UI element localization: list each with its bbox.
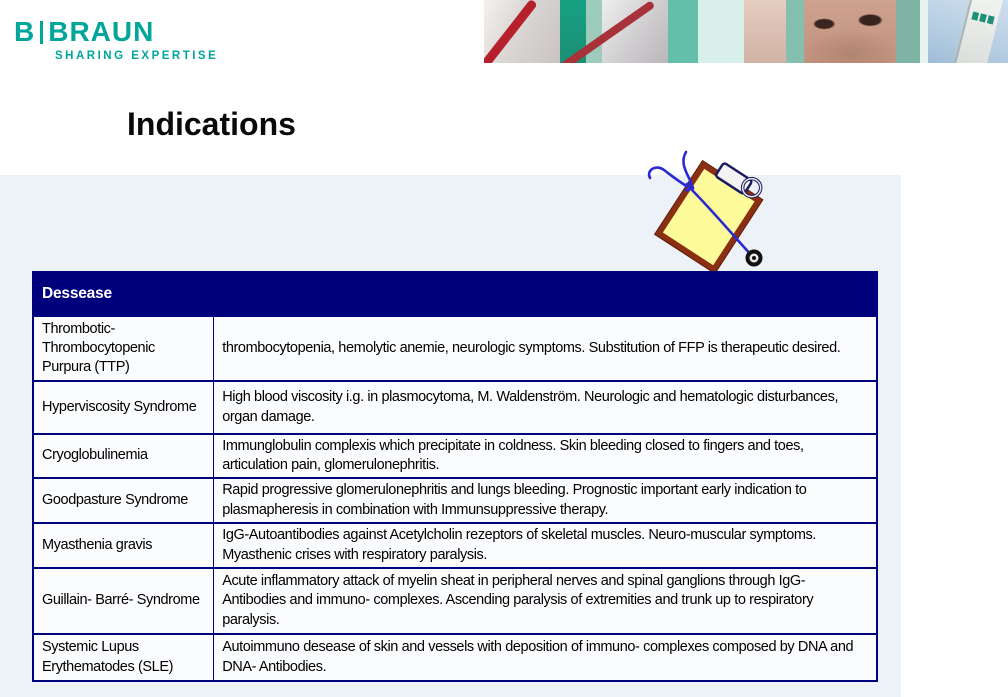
description-cell: thrombocytopenia, hemolytic anemie, neurologic symptoms. Substitution of FFP is therapeutic desired. <box>222 339 841 356</box>
logo-b-letter: B <box>14 16 35 47</box>
disease-cell: Cryoglobulinemia <box>34 435 214 477</box>
logo-divider-bar <box>40 21 43 44</box>
table-row <box>34 633 876 680</box>
photo-device-segment <box>928 0 1008 63</box>
table-header-disease: Dessease <box>34 273 876 315</box>
description-cell: Rapid progressive glomerulonephritis and lungs bleeding. Prognostic important early indication to plasmapheresis in combination with Immunsuppressive therapy. <box>222 482 807 518</box>
table-row <box>34 315 876 380</box>
table-row <box>34 380 876 433</box>
photo-forehead-segment <box>744 0 786 63</box>
photo-eyes-segment <box>804 0 896 63</box>
description-cell: Autoimmuno desease of skin and vessels with deposition of immuno- complexes composed by DNA and DNA- Antibodies. <box>222 639 854 675</box>
description-cell: Immunglobulin complexis which precipitate in coldness. Skin bleeding closed to fingers and toes, articulation pain, glomerulonephritis. <box>222 437 804 473</box>
logo-tagline: SHARING EXPERTISE <box>55 50 219 62</box>
strip-gap <box>920 0 928 63</box>
bbraun-logo <box>14 16 218 62</box>
description-cell: High blood viscosity i.g. in plasmocytoma, M. Waldenström. Neurologic and hematologic disturbances, organ damage. <box>222 389 839 425</box>
teal-overlay-segment <box>786 0 804 63</box>
disease-cell: Guillain- Barré- Syndrome <box>34 569 214 633</box>
disease-cell: Systemic Lupus Erythematodes (SLE) <box>34 635 214 680</box>
logo-brand-name: BRAUN <box>48 16 155 47</box>
photo-surgeon-segment <box>484 0 560 63</box>
disease-cell: Goodpasture Syndrome <box>34 479 214 522</box>
disease-cell: Myasthenia gravis <box>34 524 214 567</box>
indications-table <box>32 271 878 682</box>
teal-band-segment <box>668 0 698 63</box>
page-title: Indications <box>127 106 296 142</box>
teal-band-segment <box>896 0 920 63</box>
disease-cell: Thrombotic-Thrombocytopenic Purpura (TTP) <box>34 317 214 380</box>
description-cell: Acute inflammatory attack of myelin sheat in peripheral nerves and spinal ganglions through IgG-Antibodies and immuno- complexes. Ascending paralysis of extremities and trunk up to respiratory paralysis. <box>222 573 814 628</box>
table-row <box>34 433 876 477</box>
disease-cell: Hyperviscosity Syndrome <box>34 382 214 433</box>
header-photo-strip <box>484 0 1008 63</box>
table-row <box>34 522 876 567</box>
stethoscope-chestpiece-center <box>752 256 756 260</box>
table-row <box>34 477 876 522</box>
photo-machine-segment <box>602 0 668 63</box>
table-row <box>34 567 876 633</box>
clipboard-icon <box>640 146 785 276</box>
description-cell: IgG-Autoantibodies against Acetylcholin rezeptors of skeletal muscles. Neuro-muscular symptoms. Myasthenic crises with respiratory paralysis. <box>222 527 817 563</box>
pale-cyan-segment <box>698 0 744 63</box>
